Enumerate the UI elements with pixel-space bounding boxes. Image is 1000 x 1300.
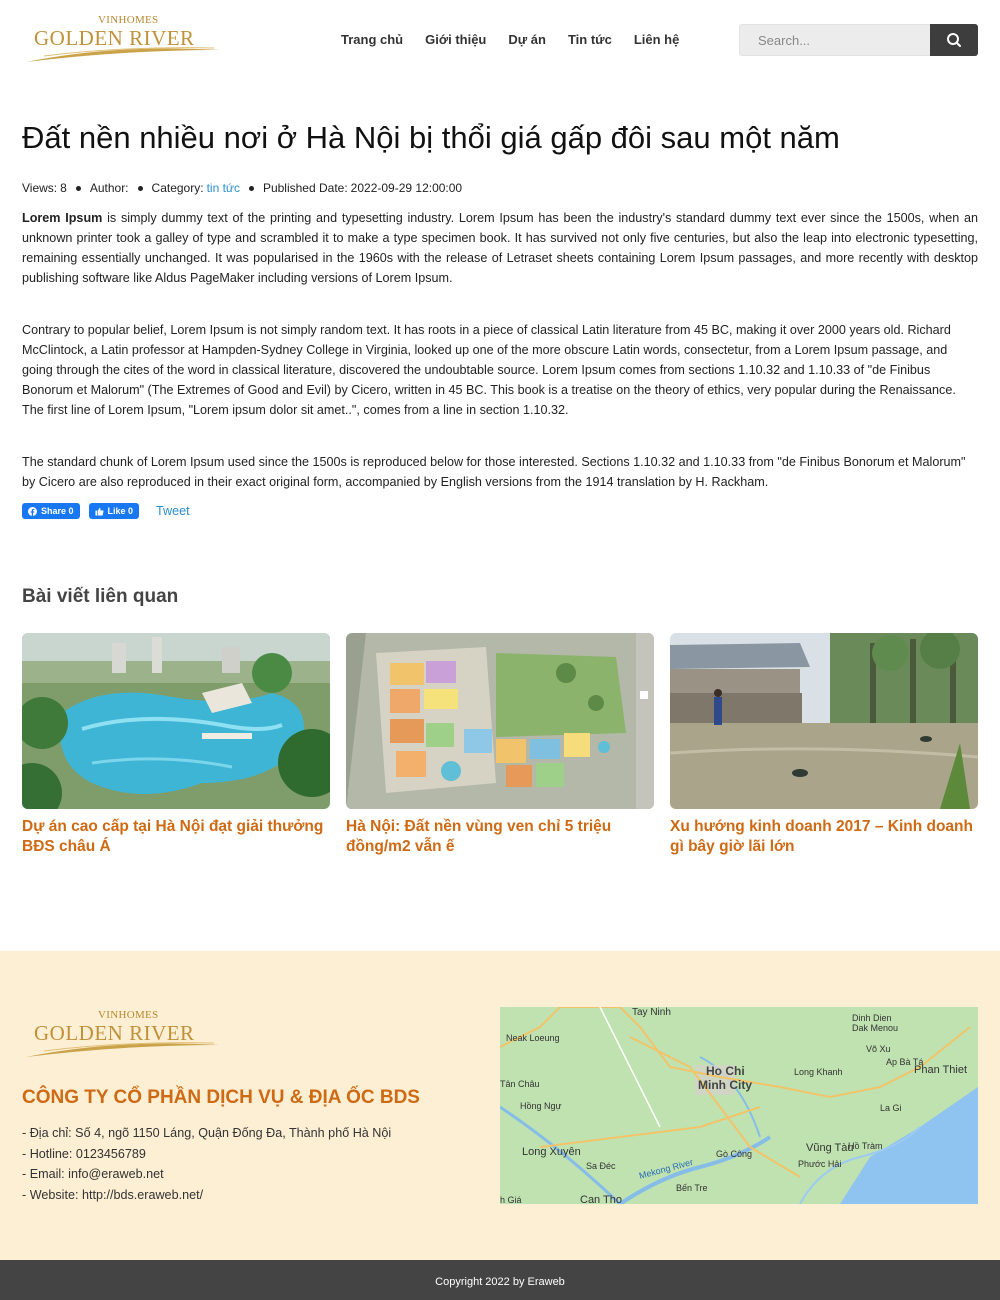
location-map[interactable] [500, 1007, 978, 1204]
search-box [739, 24, 978, 56]
article-paragraph-2: Contrary to popular belief, Lorem Ipsum is not simply random text. It has roots in a piece of classical Latin literature from 45 BC, making it over 2000 years old. Richard McClintock, a Latin professor at Hampden-Sydney College in Virginia, looked up one of the more obscure Latin words, consectetur, from a Lorem Ipsum passage, and going through the cites of the word in classical literature, discovered the undoubtable source. Lorem Ipsum comes from sections 1.10.32 and 1.10.33 of "de Finibus Bonorum et Malorum" (The Extremes of Good and Evil) by Cicero, written in 45 BC. This book is a treatise on the theory of ethics, very popular during the Renaissance. The first line of Lorem Ipsum, "Lorem ipsum dolor sit amet..", comes from a line in section 1.10.32. [22, 323, 956, 417]
map-label: Can Tho [580, 1194, 622, 1204]
main-nav [330, 30, 690, 49]
map-label: Vũng Tàu [806, 1142, 854, 1154]
map-illustration [500, 1007, 978, 1204]
bullet-icon [138, 186, 143, 191]
views-count: 8 [60, 181, 67, 195]
site-plan-illustration [346, 633, 654, 809]
map-label: Ap Bà Tá [886, 1057, 924, 1067]
map-label: Sa Đéc [586, 1161, 616, 1171]
published-date: 2022-09-29 12:00:00 [350, 181, 463, 195]
copyright-bar: Copyright 2022 by Eraweb [0, 1260, 1000, 1300]
company-website[interactable]: - Website: http://bds.eraweb.net/ [22, 1187, 204, 1202]
company-contact-info [22, 1123, 391, 1205]
related-card[interactable] [346, 633, 654, 857]
map-label: La Gi [880, 1103, 902, 1113]
resort-pool-image[interactable] [22, 633, 330, 809]
facebook-icon [28, 507, 37, 516]
logo-swoosh-icon [24, 42, 224, 66]
map-label: Tân Châu [500, 1079, 540, 1089]
category-link[interactable]: tin tức [206, 181, 240, 195]
category-label: Category: [151, 181, 204, 195]
company-hotline[interactable]: - Hotline: 0123456789 [22, 1146, 146, 1161]
paragraph-text: is simply dummy text of the printing and typesetting industry. Lorem Ipsum has been the industry's standard dummy text ever since the 1500s, when an unknown printer took a galley of type and scrambled it to make a type specimen book. It has survived not only five centuries, but also the leap into electronic typesetting, remaining essentially unchanged. It was popularised in the 1960s with the release of Letraset sheets containing Lorem Ipsum passages, and more recently with desktop publishing software like Aldus PageMaker including versions of Lorem Ipsum. [22, 211, 979, 285]
bullet-icon [249, 186, 254, 191]
map-label: Gò Công [716, 1149, 753, 1159]
company-address: - Địa chỉ: Số 4, ngõ 1150 Láng, Quận Đống Đa, Thành phố Hà Nội [22, 1126, 392, 1140]
thumbs-up-icon [95, 507, 104, 516]
map-label: Minh City [698, 1078, 752, 1092]
company-name: CÔNG TY CỔ PHẦN DỊCH VỤ & ĐỊA ỐC BDS [22, 1087, 420, 1108]
facebook-like-label: Like 0 [107, 506, 134, 516]
map-label: Dinh Dien [852, 1013, 892, 1023]
map-label: Phan Thiet [914, 1064, 968, 1076]
nav-projects[interactable]: Dự án [508, 32, 546, 47]
map-label: Dak Menou [852, 1023, 899, 1033]
map-label: Phước Hải [798, 1159, 842, 1169]
views-label: Views: [22, 181, 58, 195]
map-label: Bến Tre [676, 1183, 708, 1193]
search-icon [930, 24, 978, 56]
related-title[interactable]: Xu hướng kinh doanh 2017 – Kinh doanh gì bây giờ lãi lớn [670, 818, 973, 855]
article-title: Đất nền nhiều nơi ở Hà Nội bị thổi giá gấp đôi sau một năm [22, 120, 840, 155]
map-label: Võ Xu [866, 1044, 891, 1054]
article-paragraph-3: The standard chunk of Lorem Ipsum used since the 1500s is reproduced below for those interested. Sections 1.10.32 and 1.10.33 from "de Finibus Bonorum et Malorum" by Cicero are also reproduced in their exact original form, accompanied by English versions from the 1914 translation by H. Rackham. [22, 455, 966, 489]
nav-news[interactable]: Tin tức [567, 32, 612, 47]
map-label: Neak Loeung [506, 1033, 560, 1043]
footer-logo[interactable] [24, 1007, 224, 1063]
facebook-share-button[interactable] [22, 503, 80, 519]
author-label: Author: [89, 181, 129, 195]
logo-swoosh-icon [24, 1037, 224, 1061]
nav-about[interactable]: Giới thiệu [425, 32, 487, 47]
company-email[interactable]: - Email: info@eraweb.net [22, 1167, 164, 1181]
map-label: Long Khanh [794, 1067, 843, 1077]
related-title[interactable]: Hà Nội: Đất nền vùng ven chỉ 5 triệu đồng/m2 vẫn ế [346, 818, 612, 855]
footer-logo-mark [24, 1007, 224, 1063]
site-footer [0, 951, 1000, 1260]
map-label: Mekong River [637, 1156, 695, 1181]
related-card[interactable] [22, 633, 330, 857]
nav-contact[interactable]: Liên hệ [633, 32, 680, 47]
facebook-like-button[interactable] [89, 503, 140, 519]
paragraph-bold-lead: Lorem Ipsum [22, 211, 103, 225]
logo-main-text: GOLDEN RIVER [34, 26, 195, 50]
map-label: Ho Chi [706, 1064, 745, 1078]
map-label: Tay Ninh [632, 1007, 671, 1018]
search-input[interactable] [739, 24, 931, 56]
map-label: Hồng Ngự [520, 1101, 562, 1111]
facebook-share-label: Share 0 [41, 506, 74, 516]
map-label: Hồ Tràm [848, 1141, 883, 1151]
published-label: Published Date: [262, 181, 348, 195]
article-meta [22, 181, 462, 195]
bullet-icon [76, 186, 81, 191]
site-header [0, 0, 1000, 80]
map-label: h Giá [500, 1195, 522, 1204]
search-button[interactable] [930, 24, 978, 56]
resort-pool-illustration [22, 633, 330, 809]
related-title[interactable]: Dự án cao cấp tại Hà Nội đạt giải thưởng BĐS châu Á [22, 818, 324, 855]
nav-home[interactable]: Trang chủ [341, 32, 404, 47]
map-label: Long Xuyên [522, 1146, 581, 1158]
site-plan-image[interactable] [346, 633, 654, 809]
logo-top-text: VINHOMES [98, 14, 159, 26]
social-share-bar [22, 503, 190, 519]
farm-pond-image[interactable] [670, 633, 978, 809]
related-heading: Bài viết liên quan [22, 586, 179, 607]
article-paragraph-1 [22, 208, 978, 288]
related-card[interactable] [670, 633, 978, 857]
logo-main-text: GOLDEN RIVER [34, 1021, 195, 1045]
farm-pond-illustration [670, 633, 978, 809]
tweet-link[interactable]: Tweet [156, 504, 190, 518]
logo-top-text: VINHOMES [98, 1009, 159, 1021]
site-logo[interactable] [24, 12, 224, 68]
